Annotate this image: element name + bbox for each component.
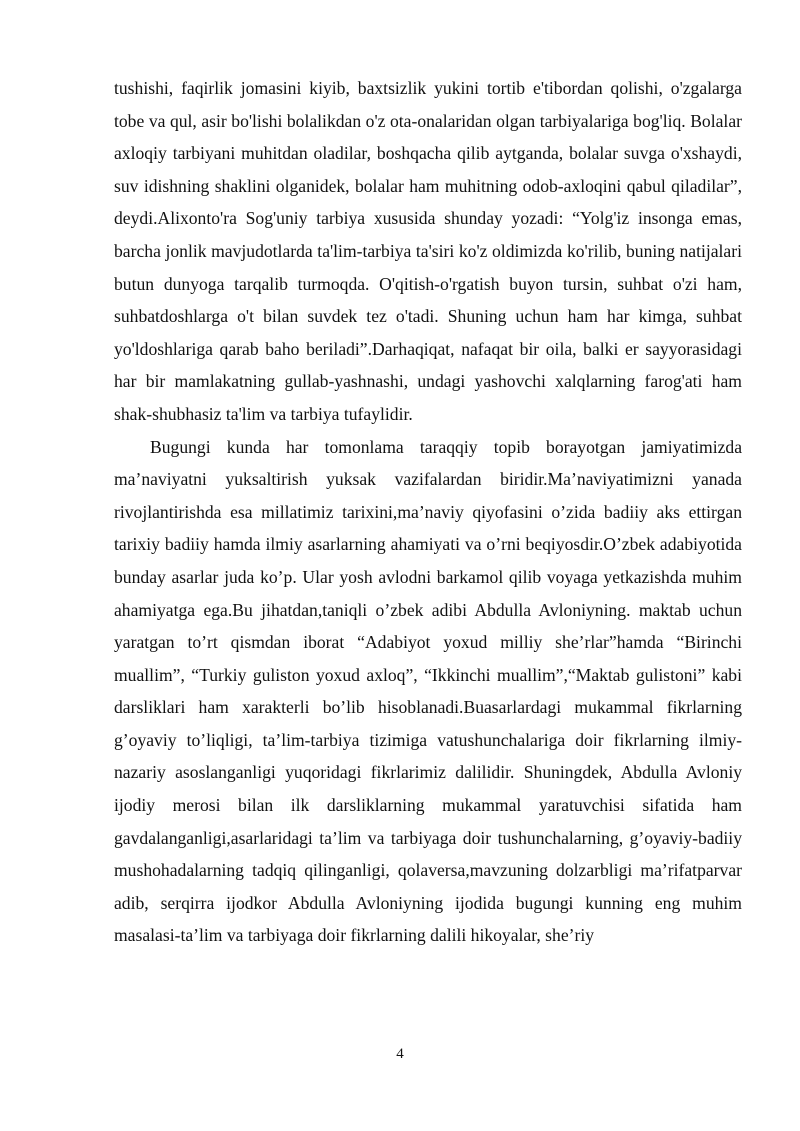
document-page xyxy=(114,72,742,952)
paragraph-body: Bugungi kunda har tomonlama taraqqiy topib borayotgan jamiyatimizda ma’naviyatni yuksaltirish yuksak vazifalardan biridir.Ma’naviyatimizni yanada rivojlantirishda esa millatimiz tarixini,ma’naviy qiyofasini o’zida badiiy aks ettirgan tarixiy badiiy hamda ilmiy asarlarning ahamiyati va o’rni beqiyosdir.O’zbek adabiyotida bunday asarlar juda ko’p. Ular yosh avlodni barkamol qilib voyaga yetkazishda muhim ahamiyatga ega.Bu jihatdan,taniqli o’zbek adibi Abdulla Avloniyning. maktab uchun yaratgan to’rt qismdan iborat “Adabiyot yoxud milliy she’rlar”hamda “Birinchi muallim”, “Turkiy guliston yoxud axloq”, “Ikkinchi muallim”,“Maktab gulistoni” kabi darsliklari ham xarakterli bo’lib hisoblanadi.Buasarlardagi mukammal fikrlarning g’oyaviy to’liqligi, ta’lim-tarbiya tizimiga vatushunchalariga doir fikrlarning ilmiy-nazariy asoslanganligi yuqoridagi fikrlarimiz dalilidir. Shuningdek, Abdulla Avloniy ijodiy merosi bilan ilk darsliklarning mukammal yaratuvchisi sifatida ham gavdalanganligi,asarlaridagi ta’lim va tarbiyaga doir tushunchalarning, g’oyaviy-badiiy mushohadalarning tadqiq qilinganligi, qolaversa,mavzuning dolzarbligi ma’rifatparvar adib, serqirra ijodkor Abdulla Avloniyning ijodida bugungi kunning eng muhim masalasi-ta’lim va tarbiyaga doir fikrlarning dalili hikoyalar, she’riy xyxy=(114,436,742,946)
paragraph-continuation: tushishi, faqirlik jomasini kiyib, baxtsizlik yukini tortib e'tibordan qolishi, o'zgalarga tobe va qul, asir bo'lishi bolalikdan o'z ota-onalaridan olgan tarbiyalariga bog'liq. Bolalar axloqiy tarbiyani muhitdan oladilar, boshqacha qilib aytganda, bolalar suvga o'xshaydi, suv idishning shaklini olganidek, bolalar ham muhitning odob-axloqini qabul qiladilar”, deydi.Alixonto'ra Sog'uniy tarbiya xususida shunday yozadi: “Yolg'iz insonga emas, barcha jonlik mavjudotlarda ta'lim-tarbiya ta'siri ko'z oldimizda ko'rilib, buning natijalari butun dunyoga tarqalib turmoqda. O'qitish-o'rgatish buyon tursin, suhbat o'zi ham, suhbatdoshlarga o't bilan suvdek tez o'tadi. Shuning uchun ham har kimga, suhbat yo'ldoshlariga qarab baho beriladi”.Darhaqiqat, nafaqat bir oila, balki er sayyorasidagi har bir mamlakatning gullab-yashnashi, undagi yashovchi xalqlarning farog'ati ham shak-shubhasiz ta'lim va tarbiya tufaylidir. xyxy=(114,78,742,424)
page-number: 4 xyxy=(396,1046,404,1062)
